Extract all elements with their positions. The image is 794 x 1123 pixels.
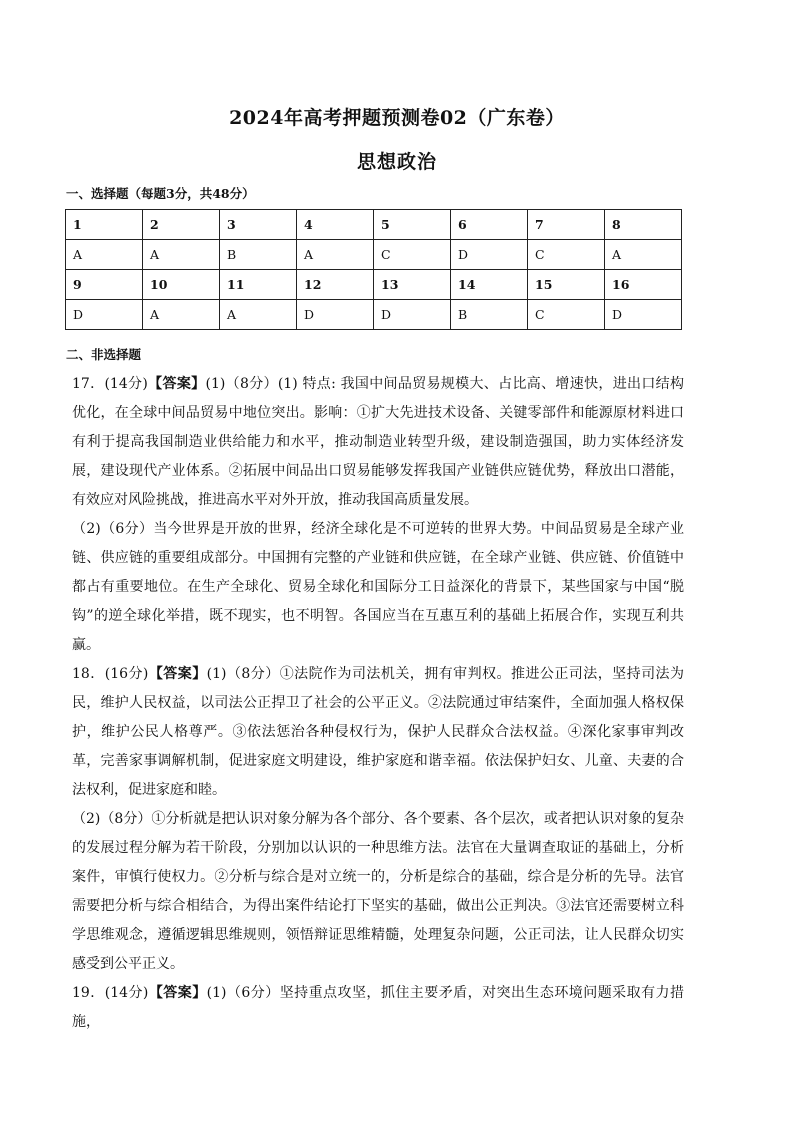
question-17-answer-part-2: （2)（6分）当今世界是开放的世界，经济全球化是不可逆转的世界大势。中间品贸易是全球产业链、供应链的重要组成部分。中国拥有完整的产业链和供应链，在全球产业链、供应链、价值链中都占有重要地位。在生产全球化、贸易全球化和国际分工日益深化的背景下，某些国家与中国“脱钩”的逆全球化举措，既不现实，也不明智。各国应当在互惠互利的基础上拓展合作，实现互利共赢。 [72, 521, 684, 653]
question-17-answer-part-1 [72, 370, 684, 515]
table-cell: 16 [605, 270, 682, 300]
answer-label: 【答案】 [148, 985, 207, 1001]
table-cell: D [374, 300, 451, 330]
table-cell: D [66, 300, 143, 330]
table-cell: 3 [220, 210, 297, 240]
table-cell: C [374, 240, 451, 270]
table-cell: A [66, 240, 143, 270]
table-cell: A [143, 300, 220, 330]
page-subtitle: 思想政治 [356, 151, 437, 173]
table-cell: A [297, 240, 374, 270]
question-number: 17．(14分) [72, 376, 148, 392]
table-cell: 11 [220, 270, 297, 300]
answer-table [65, 209, 682, 330]
page-title: 2024年高考押题预测卷02（广东卷） [229, 107, 565, 129]
table-row [66, 270, 682, 300]
answer-text: (1)（8分）(1) 特点: 我国中间品贸易规模大、占比高、增速快，进出口结构优化，在全球中间品贸易中地位突出。影响：①扩大先进技术设备、关键零部件和能源原材料进口有利于提高我国制造业供给能力和水平，推动制造业转型升级，建设制造强国，助力实体经济发展，建设现代产业体系。②拓展中间品出口贸易能够发挥我国产业链供应链优势，释放出口潜能，有效应对风险挑战，推进高水平对外开放，推动我国高质量发展。 [72, 376, 685, 508]
table-row [66, 210, 682, 240]
table-cell: D [297, 300, 374, 330]
question-18-answer-part-1 [72, 660, 684, 805]
table-cell: 14 [451, 270, 528, 300]
table-cell: 15 [528, 270, 605, 300]
table-cell: 4 [297, 210, 374, 240]
table-cell: 2 [143, 210, 220, 240]
question-18-answer-part-2: （2)（8分）①分析就是把认识对象分解为各个部分、各个要素、各个层次，或者把认识对象的复杂的发展过程分解为若干阶段，分别加以认识的一种思维方法。法官在大量调查取证的基础上，分析案件，审慎行使权力。②分析与综合是对立统一的，分析是综合的基础，综合是分析的先导。法官需要把分析与综合相结合，为得出案件结论打下坚实的基础，做出公正判决。③法官还需要树立科学思维观念，遵循逻辑思维规则，领悟辩证思维精髓，处理复杂问题，公正司法，让人民群众切实感受到公平正义。 [72, 811, 684, 972]
table-cell: C [528, 300, 605, 330]
section-1-heading: 一、选择题（每题3分，共48分） [66, 186, 255, 201]
table-cell: B [220, 240, 297, 270]
answer-label: 【答案】 [148, 666, 207, 682]
answer-label: 【答案】 [147, 376, 206, 392]
table-cell: 5 [374, 210, 451, 240]
question-19-answer-part-1 [72, 979, 684, 1037]
section-2-heading: 二、非选择题 [66, 347, 142, 362]
table-cell: 1 [66, 210, 143, 240]
table-cell: C [528, 240, 605, 270]
question-number: 19．(14分) [72, 985, 149, 1001]
question-number: 18．(16分) [72, 666, 149, 682]
table-cell: 7 [528, 210, 605, 240]
table-cell: A [605, 240, 682, 270]
table-cell: 10 [143, 270, 220, 300]
table-cell: D [605, 300, 682, 330]
answer-body [72, 370, 684, 1037]
table-row [66, 300, 682, 330]
table-cell: 8 [605, 210, 682, 240]
table-cell: B [451, 300, 528, 330]
table-cell: 9 [66, 270, 143, 300]
answer-text: (1)（6分）坚持重点攻坚，抓住主要矛盾，对突出生态环境问题采取有力措施， [72, 985, 684, 1030]
table-row [66, 240, 682, 270]
answer-text: (1)（8分）①法院作为司法机关，拥有审判权。推进公正司法，坚持司法为民，维护人民权益，以司法公正捍卫了社会的公平正义。②法院通过审结案件，全面加强人格权保护，维护公民人格尊严。③依法惩治各种侵权行为，保护人民群众合法权益。④深化家事审判改革，完善家事调解机制，促进家庭文明建设，维护家庭和谐幸福。依法保护妇女、儿童、夫妻的合法权利，促进家庭和睦。 [72, 666, 684, 798]
table-cell: 12 [297, 270, 374, 300]
table-cell: 13 [374, 270, 451, 300]
table-cell: D [451, 240, 528, 270]
table-cell: 6 [451, 210, 528, 240]
table-cell: A [220, 300, 297, 330]
table-cell: A [143, 240, 220, 270]
